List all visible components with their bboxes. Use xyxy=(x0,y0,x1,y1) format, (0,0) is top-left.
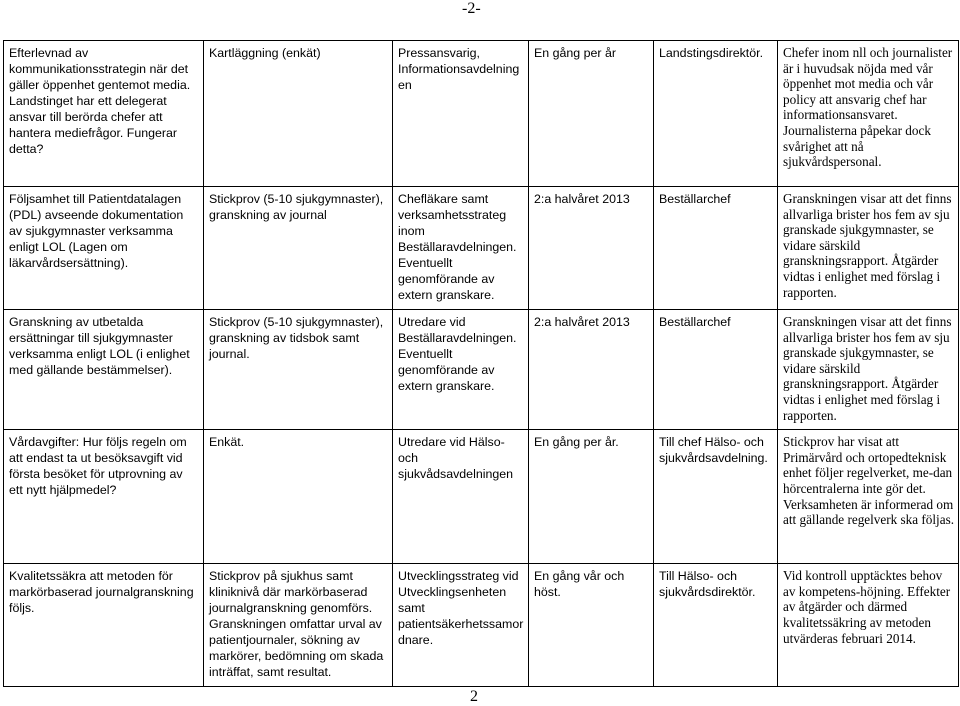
method-text: Enkät. xyxy=(209,435,245,450)
control-area-text: Vårdavgifter: Hur följs regeln om att endast ta ut besöksavgift vid första besöket för utprovning av ett nytt hjälpmedel? xyxy=(9,435,187,498)
report-to-cell xyxy=(654,564,778,687)
page-number-footer: 2 xyxy=(470,688,478,705)
control-area-cell xyxy=(4,310,204,430)
responsible-cell xyxy=(393,187,529,310)
frequency-text: 2:a halvåret 2013 xyxy=(534,192,630,206)
table-row xyxy=(4,41,959,187)
responsible-text: Chefläkare samt verksamhetsstrateg inom Beställaravdelningen. Eventuellt genomförande av extern granskare. xyxy=(398,192,517,302)
control-area-text: Granskning av utbetalda ersättningar till sjukgymnaster verksamma enligt LOL (i enlighet med gällande bestämmelser). xyxy=(9,315,190,377)
control-plan-table xyxy=(3,40,959,687)
frequency-text: En gång vår och höst. xyxy=(534,569,625,600)
report-to-cell xyxy=(654,41,778,187)
control-area-cell xyxy=(4,187,204,310)
frequency-text: En gång per år xyxy=(534,46,616,60)
result-cell xyxy=(778,310,959,430)
frequency-cell xyxy=(529,310,654,430)
result-cell xyxy=(778,41,959,187)
control-area-text: Följsamhet till Patientdatalagen (PDL) avseende dokumentation av sjukgymnaster verksamma enligt LOL (Lagen om läkarvårdsersättning). xyxy=(9,192,184,270)
control-area-cell xyxy=(4,430,204,564)
report-to-cell xyxy=(654,310,778,430)
responsible-cell xyxy=(393,564,529,687)
method-text: Stickprov på sjukhus samt kliniknivå där markörbaserad journalgranskning genomförs. Granskningen omfattar urval av patientjournaler, sökning av markörer, bedömning om skada inträffat, samt resultat. xyxy=(209,569,384,680)
report-to-text: Beställarchef xyxy=(659,192,731,206)
control-area-text: Kvalitetssäkra att metoden för markörbaserad journalgranskning följs. xyxy=(9,569,194,616)
page-number-header: -2- xyxy=(462,0,481,17)
report-to-cell xyxy=(654,187,778,310)
result-cell xyxy=(778,564,959,687)
table-row xyxy=(4,310,959,430)
report-to-text: Landstingsdirektör. xyxy=(659,46,764,60)
responsible-cell xyxy=(393,310,529,430)
responsible-text: Pressansvarig, Informationsavdelningen xyxy=(398,46,520,92)
responsible-cell xyxy=(393,430,529,564)
table-row xyxy=(4,430,959,564)
responsible-cell xyxy=(393,41,529,187)
result-text: Vid kontroll upptäcktes behov av kompetens-höjning. Effekter av åtgärder och därmed kvalitetssäkring av metoden utvärderas februari 2014. xyxy=(783,568,951,646)
method-cell xyxy=(204,187,393,310)
control-area-cell xyxy=(4,564,204,687)
frequency-text: 2:a halvåret 2013 xyxy=(534,315,630,329)
report-to-cell xyxy=(654,430,778,564)
method-text: Stickprov (5-10 sjukgymnaster), granskning av tidsbok samt journal. xyxy=(209,315,384,361)
method-text: Stickprov (5-10 sjukgymnaster), granskning av journal xyxy=(209,192,384,222)
result-text: Granskningen visar att det finns allvarliga brister hos fem av sju granskade sjukgymnaster, se vidare särskild granskningsrapport. Åtgärder vidtas i enlighet med förslag i rapporten. xyxy=(783,314,952,423)
frequency-cell xyxy=(529,187,654,310)
report-to-text: Till chef Hälso- och sjukvårdsavdelning. xyxy=(659,435,768,466)
control-area-text: Efterlevnad av kommunikationsstrategin när det gäller öppenhet gentemot media. Landstinget har ett delegerat ansvar till berörda chefer att hantera mediefrågor. Fungerar detta? xyxy=(9,46,191,156)
responsible-text: Utredare vid Hälso- och sjukvådsavdelningen xyxy=(398,435,514,482)
frequency-cell xyxy=(529,564,654,687)
result-cell xyxy=(778,430,959,564)
responsible-text: Utredare vid Beställaravdelningen. Eventuellt genomförande av extern granskare. xyxy=(398,315,517,393)
method-cell xyxy=(204,310,393,430)
result-text: Stickprov har visat att Primärvård och ortopedteknisk enhet följer regelverket, me-dan hörcentralerna inte gör det. Verksamheten är informerad om att gällande regelverk ska följas. xyxy=(783,434,954,528)
frequency-text: En gång per år. xyxy=(534,435,619,450)
method-cell xyxy=(204,564,393,687)
report-to-text: Beställarchef xyxy=(659,315,731,329)
control-area-cell xyxy=(4,41,204,187)
result-text: Chefer inom nll och journalister är i huvudsak nöjda med vår öppenhet mot media och vår policy att ansvarig chef har informationsansvaret. Journalisterna påpekar dock svårighet att nå sjukvårdspersonal. xyxy=(783,45,953,170)
method-text: Kartläggning (enkät) xyxy=(209,46,321,60)
result-text: Granskningen visar att det finns allvarliga brister hos fem av sju granskade sjukgymnaster, se vidare särskild granskningsrapport. Åtgärder vidtas i enlighet med förslag i rapporten. xyxy=(783,191,952,300)
responsible-text: Utvecklingsstrateg vid Utvecklingsenheten samt patientsäkerhetssamordnare. xyxy=(398,569,524,648)
report-to-text: Till Hälso- och sjukvårdsdirektör. xyxy=(659,569,756,600)
method-cell xyxy=(204,41,393,187)
method-cell xyxy=(204,430,393,564)
result-cell xyxy=(778,187,959,310)
frequency-cell xyxy=(529,41,654,187)
table-row xyxy=(4,564,959,687)
frequency-cell xyxy=(529,430,654,564)
table-row xyxy=(4,187,959,310)
